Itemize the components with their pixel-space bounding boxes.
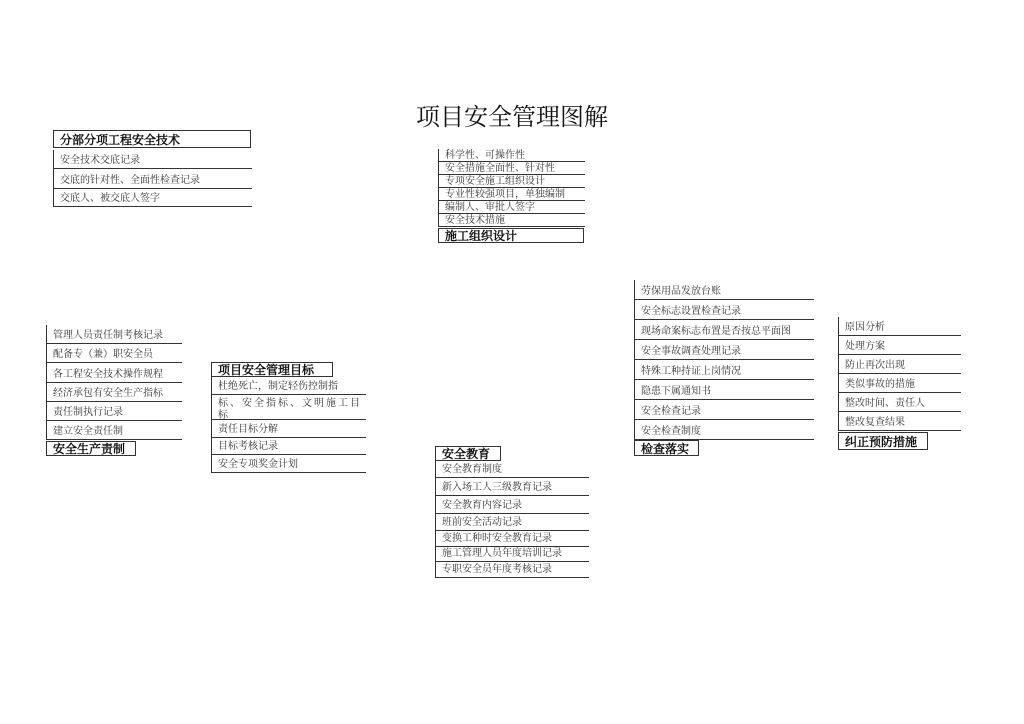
tech-list (53, 150, 252, 207)
list-item: 建立安全责任制 (47, 421, 182, 440)
list-item: 安全事故调查处理记录 (635, 340, 814, 360)
list-item: 施工管理人员年度培训记录 (436, 547, 589, 562)
list-item: 责任制执行记录 (47, 402, 182, 421)
list-item: 隐患下属通知书 (635, 380, 814, 400)
list-item: 防止再次出现 (839, 355, 961, 374)
list-item: 新入场工人三级教育记录 (436, 478, 589, 496)
list-item: 各工程安全技术操作规程 (47, 363, 182, 383)
list-item: 责任目标分解 (212, 420, 366, 438)
list-item: 专职安全员年度考核记录 (436, 562, 589, 578)
list-item: 配备专（兼）职安全员 (47, 344, 182, 363)
resp-list (46, 325, 182, 440)
design-heading: 施工组织设计 (438, 228, 584, 243)
list-item: 专业性较强项目，单独编制 (439, 188, 585, 201)
resp-heading: 安全生产责制 (46, 441, 136, 456)
list-item: 安全专项奖金计划 (212, 455, 366, 473)
edu-list (435, 460, 589, 578)
correct-heading: 纠正预防措施 (838, 432, 928, 450)
page-title: 项目安全管理图解 (416, 103, 608, 131)
list-item: 安全教育制度 (436, 460, 589, 478)
list-item: 安全技术措施 (439, 214, 585, 227)
list-item: 特殊工种持证上岗情况 (635, 360, 814, 380)
list-item: 经济承包有安全生产指标 (47, 383, 182, 402)
tech-heading: 分部分项工程安全技术 (53, 130, 251, 148)
list-item: 安全教育内容记录 (436, 496, 589, 514)
list-item: 类似事故的措施 (839, 374, 961, 393)
list-item: 编制人、审批人签字 (439, 201, 585, 214)
list-item: 杜绝死亡，制定轻伤控制指 (212, 376, 366, 395)
list-item: 标、安全指标、文明施工目标 (212, 395, 366, 420)
list-item: 目标考核记录 (212, 438, 366, 455)
list-item: 安全标志设置检查记录 (635, 300, 814, 320)
check-list (634, 280, 814, 440)
correct-list (838, 317, 961, 431)
list-item: 整改时间、责任人 (839, 393, 961, 412)
list-item: 安全检查制度 (635, 420, 814, 440)
list-item: 变换工种时安全教育记录 (436, 531, 589, 547)
list-item: 交底的针对性、全面性检查记录 (54, 169, 252, 189)
list-item: 安全措施全面性、针对性 (439, 162, 585, 175)
list-item: 劳保用品发放台账 (635, 280, 814, 300)
list-item: 整改复查结果 (839, 412, 961, 431)
check-heading: 检查落实 (634, 440, 699, 456)
list-item: 处理方案 (839, 336, 961, 355)
list-item: 专项安全施工组织设计 (439, 175, 585, 188)
list-item: 安全检查记录 (635, 400, 814, 420)
edu-heading: 安全教育 (435, 446, 501, 461)
list-item: 安全技术交底记录 (54, 150, 252, 169)
goal-list (211, 376, 366, 473)
list-item: 管理人员责任制考核记录 (47, 325, 182, 344)
goal-heading: 项目安全管理目标 (211, 362, 333, 377)
list-item: 现场命案标志布置是否按总平面图 (635, 320, 814, 340)
list-item: 交底人、被交底人签字 (54, 189, 252, 207)
list-item: 原因分析 (839, 317, 961, 336)
design-list (438, 149, 585, 227)
list-item: 科学性、可操作性 (439, 149, 585, 162)
list-item: 班前安全活动记录 (436, 514, 589, 531)
